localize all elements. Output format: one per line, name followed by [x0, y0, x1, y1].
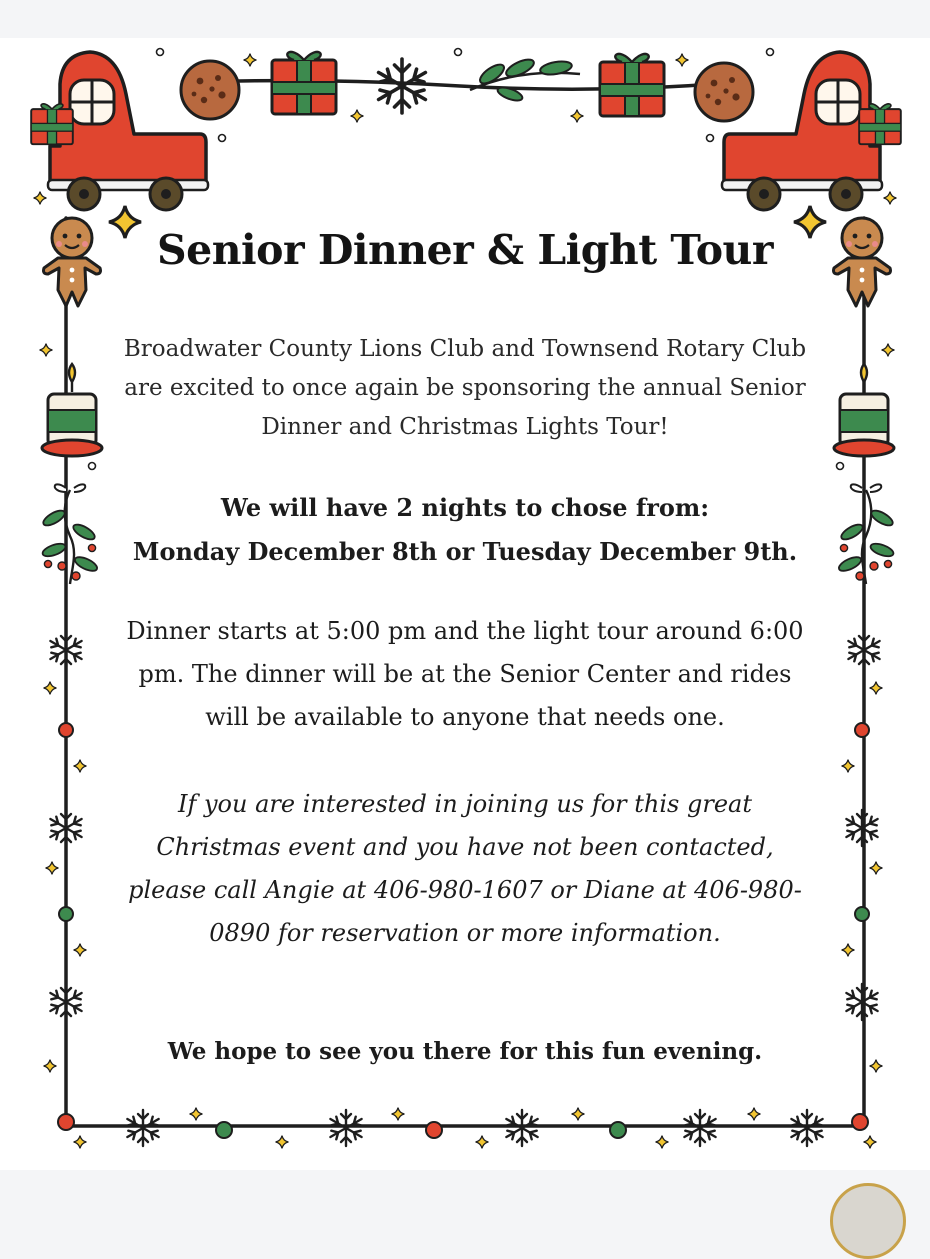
cookie-icon [181, 61, 239, 119]
nights-line-2: Monday December 8th or Tuesday December 9th. [132, 537, 798, 566]
sparkle-icon [40, 344, 895, 1149]
gift-icon [272, 52, 336, 114]
mistletoe-icon [837, 484, 895, 584]
intro-paragraph: Broadwater County Lions Club and Townsend Rotary Club are excited to once again be sponsoring the annual Senior Dinner and Christmas Lights Tour! [123, 336, 807, 440]
holiday-border [0, 38, 930, 1170]
flyer-page [0, 38, 930, 1170]
nights-paragraph [90, 486, 840, 574]
gift-icon [31, 104, 73, 144]
cookie-icon [695, 63, 753, 121]
snowflake-icon [379, 59, 426, 113]
corner-badge [830, 1183, 906, 1259]
closing-line: We hope to see you there for this fun evening. [167, 1038, 763, 1065]
contact-paragraph: If you are interested in joining us for this great Christmas event and you have not been contacted, please call Angie at 406-980-1607 or Diane at 406-980-0890 for reservation or more information. [128, 790, 802, 947]
flyer-title: Senior Dinner & Light Tour [157, 226, 773, 274]
gingerbread-icon [44, 218, 101, 306]
mistletoe-icon [470, 56, 580, 103]
candle-icon [834, 364, 894, 456]
gingerbread-icon [834, 218, 891, 306]
gift-icon [859, 104, 901, 144]
details-paragraph: Dinner starts at 5:00 pm and the light tour around 6:00 pm. The dinner will be at the Senior Center and rides will be available to anyone that needs one. [126, 617, 804, 731]
gift-icon [600, 54, 664, 116]
nights-line-1: We will have 2 nights to chose from: [220, 493, 710, 522]
candle-icon [42, 364, 102, 456]
